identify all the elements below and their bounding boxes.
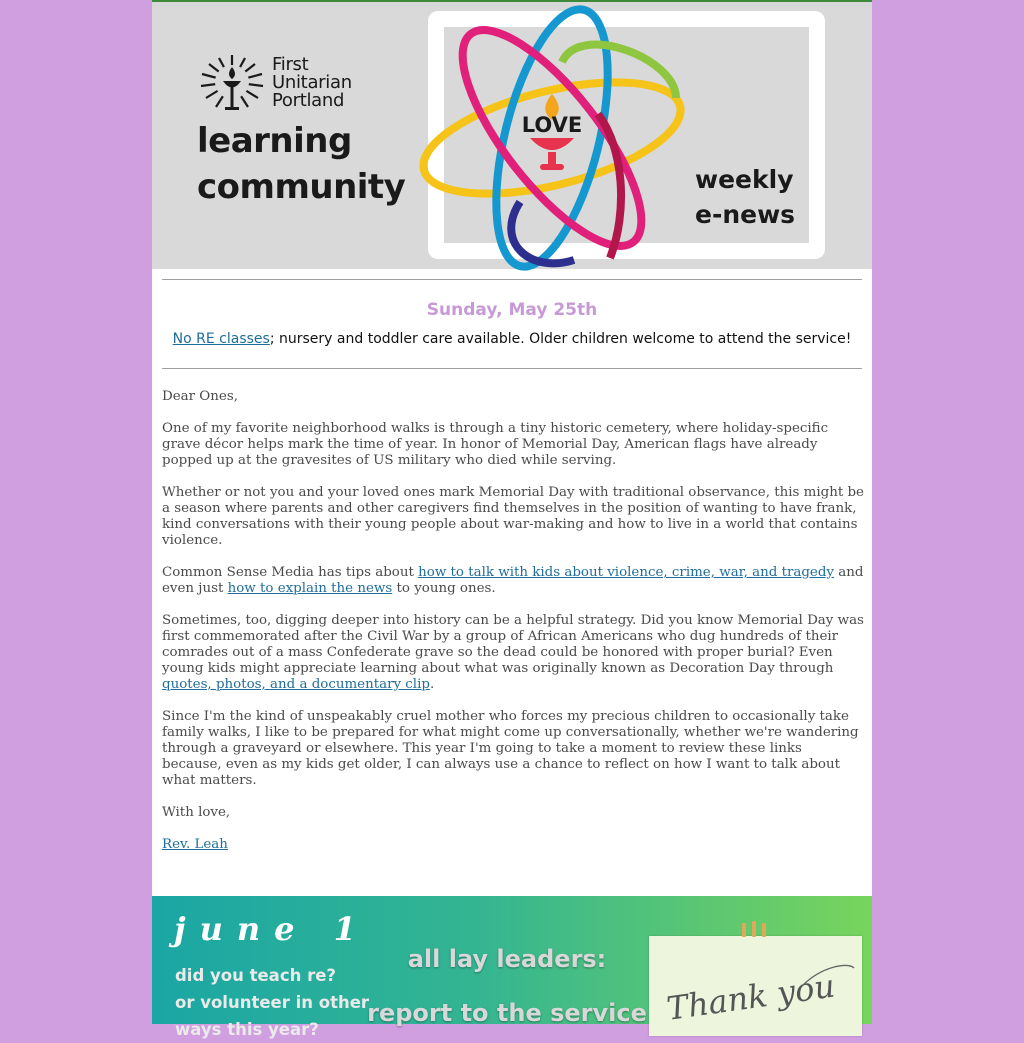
letter-paragraph <box>162 565 864 597</box>
june-promo-banner[interactable] <box>152 896 872 1039</box>
june-question-line: ways this year? <box>175 1020 319 1039</box>
chalice-logo-icon <box>196 53 268 111</box>
paragraph-text: Sometimes, too, digging deeper into history can be a helpful strategy. Did you know Memorial Day was first commemorated after the Civil War by a group of African Americans who dug hundreds of their comrades out of a mass Confederate grave so the dead could be honored with proper burial? Even young kids might appreciate learning about what was originally known as Decoration Day through <box>162 613 864 676</box>
class-notice <box>152 331 872 347</box>
letter-paragraph <box>162 613 864 693</box>
june-call-to-action <box>362 932 652 1040</box>
letter-paragraph: Whether or not you and your loved ones mark Memorial Day with traditional observance, this might be a season where parents and other caregivers find themselves in the position of wanting to have frank, kind conversations with their young people about war-making and how to live in a world that contains violence. <box>162 485 864 548</box>
paragraph-text: and even just <box>162 565 864 596</box>
notice-text: ; nursery and toddler care available. Older children welcome to attend the service! <box>269 331 852 347</box>
newsletter-type <box>695 162 805 232</box>
org-name-line: Portland <box>272 90 345 111</box>
email-container <box>152 0 872 1039</box>
letter-paragraph: One of my favorite neighborhood walks is through a tiny historic cemetery, where holiday-specific grave décor helps mark the time of year. In honor of Memorial Day, American flags have already popped up at the gravesites of US military who died while serving. <box>162 421 829 468</box>
paragraph-text: to young ones. <box>392 581 496 596</box>
org-name-line: First <box>272 54 309 75</box>
divider-top <box>162 279 862 280</box>
paragraph-text: . <box>429 677 435 692</box>
letter-closing: With love, <box>162 805 231 820</box>
program-title <box>197 118 417 210</box>
june-call-line: report to the service <box>367 999 647 1027</box>
divider-bottom <box>162 368 862 369</box>
program-title-line: learning <box>197 121 352 161</box>
explain-news-link[interactable]: how to explain the news <box>227 581 393 596</box>
love-atom-logo-icon <box>414 2 690 274</box>
program-title-line: community <box>197 167 406 207</box>
newsletter-type-line: weekly <box>695 165 794 194</box>
thank-you-text: Thank you <box>664 966 838 1028</box>
header-banner <box>152 2 872 269</box>
june-call-line: all lay leaders: <box>407 945 607 973</box>
letter-greeting: Dear Ones, <box>162 389 238 404</box>
date-heading: Sunday, May 25th <box>426 300 598 320</box>
binder-clip-icon <box>738 921 772 937</box>
letter-body <box>162 389 864 869</box>
violence-tips-link[interactable]: how to talk with kids about violence, crime, war, and tragedy <box>418 565 834 580</box>
letter-signature <box>162 837 864 853</box>
paragraph-text: Common Sense Media has tips about <box>162 565 419 580</box>
june-question-line: or volunteer in other <box>175 993 370 1012</box>
signature-link[interactable]: Rev. Leah <box>162 837 228 852</box>
june-question-line: did you teach re? <box>175 966 336 985</box>
letter-paragraph: Since I'm the kind of unspeakably cruel mother who forces my precious children to occasionally take family walks, I like to be prepared for what might come up conversationally, whether we're wandering through a graveyard or elsewhere. This year I'm going to take a moment to review these links because, even as my kids get older, I can always use a chance to reflect on how I want to talk about what matters. <box>162 709 859 788</box>
june-date: june 1 <box>174 910 370 948</box>
no-re-classes-link[interactable]: No RE classes <box>172 331 270 347</box>
org-name-line: Unitarian <box>272 72 352 93</box>
decoration-day-link[interactable]: quotes, photos, and a documentary clip <box>162 677 430 692</box>
logo-word: LOVE <box>521 113 583 137</box>
newsletter-type-line: e-news <box>695 200 796 229</box>
thank-you-script <box>652 956 862 1026</box>
org-name <box>272 56 412 110</box>
june-question <box>175 962 375 1043</box>
